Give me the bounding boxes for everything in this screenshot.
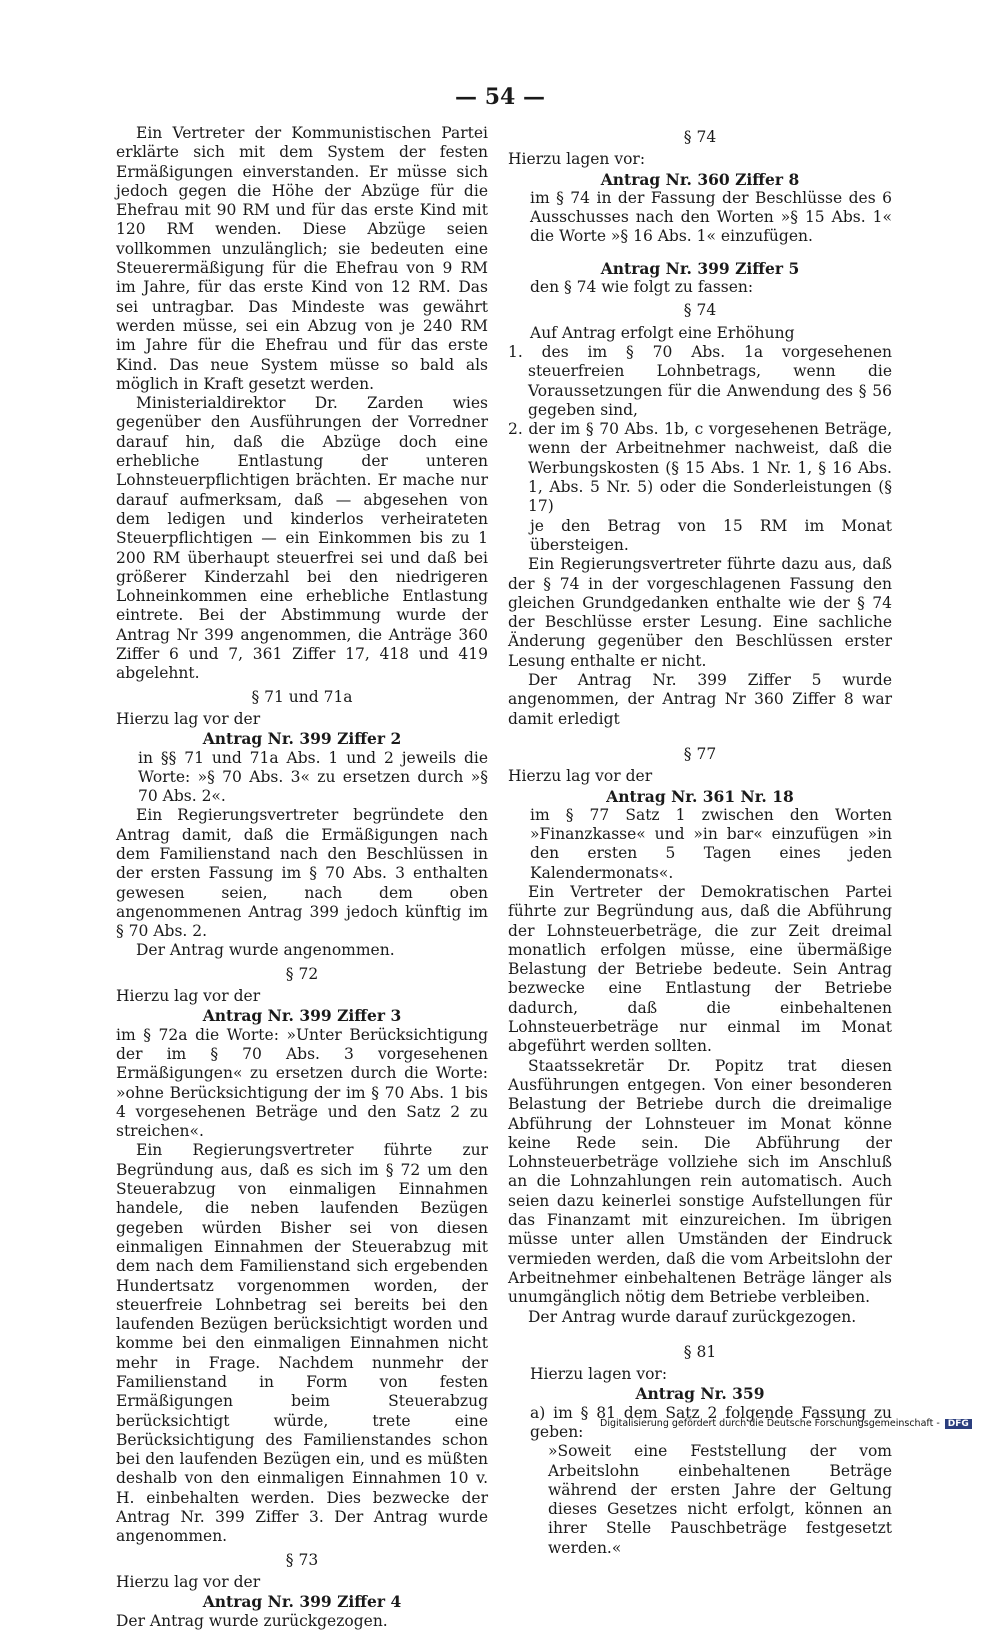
spacer xyxy=(508,247,892,259)
paragraph: 2. der im § 70 Abs. 1b, c vorgesehenen Beträge, wenn der Arbeitnehmer nachweist, daß die Werbungskosten (§ 15 Abs. 1 Nr. 1, § 16 Abs. 1, Abs. 5 Nr. 5) oder die Sonderleistungen (§ 17) xyxy=(508,420,892,516)
section-heading: § 74 xyxy=(683,128,717,146)
paragraph: Der Antrag wurde angenommen. xyxy=(136,941,395,960)
paragraph: Der Antrag wurde darauf zurückgezogen. xyxy=(528,1307,857,1326)
paragraph: 1. des im § 70 Abs. 1a vorgesehenen steuerfreien Lohnbetrags, wenn die Voraussetzungen für die Anwendung des § 56 gegeben sind, xyxy=(508,342,892,419)
paragraph: Hierzu lag vor der xyxy=(116,1572,261,1591)
section-heading: § 77 xyxy=(683,744,717,763)
motion-heading: Antrag Nr. 399 Ziffer 4 xyxy=(202,1592,402,1612)
section-heading: § 73 xyxy=(285,1550,319,1569)
motion-heading: Antrag Nr. 360 Ziffer 8 xyxy=(600,169,800,189)
paragraph: Staatssekretär Dr. Popitz trat diesen Ausführungen entgegen. Von einer besonderen Belastung der Betriebe durch die dreimalige Abführung der Lohnsteuer im Monat könne keine Rede sein. Die Abführung der Lohnsteuerbeträge vollziehe sich im Anschluß an die Lohnzahlungen rein automatisch. Auch seien dazu keinerlei sonstige Aufstellungen für das Finanzamt mit einzureichen. Im übrigen müsse unter allen Umständen der Eindruck vermieden werden, daß die vom Arbeitslohn der Arbeitnehmer einbehaltenen Beträge länger als unumgänglich nötig dem Betriebe verbleiben. xyxy=(508,1056,892,1307)
section-heading: § 71 und 71a xyxy=(251,687,353,706)
paragraph: je den Betrag von 15 RM im Monat übersteigen. xyxy=(530,516,892,554)
section-heading: § 74 xyxy=(683,301,717,320)
paragraph: Ein Vertreter der Demokratischen Partei führte zur Begründung aus, daß die Abführung der Lohnsteuerbeträge, die zur Zeit dreimal monatlich erfolgen müsse, eine übermäßige Belastung der Betriebe bedeute. Sein Antrag bezwecke eine Entlastung der Betriebe dadurch, daß die einbehaltenen Lohnsteuerbeträge nur einmal im Monat abgeführt werden sollten. xyxy=(508,882,892,1056)
section-heading: § 72 xyxy=(285,964,319,983)
footer-credit xyxy=(600,1418,980,1429)
paragraph: Hierzu lagen vor: xyxy=(508,150,646,169)
motion-heading: Antrag Nr. 359 xyxy=(635,1384,765,1404)
paragraph: Der Antrag wurde zurückgezogen. xyxy=(116,1611,388,1630)
footer-text: Digitalisierung gefördert durch die Deutsche Forschungsgemeinschaft - xyxy=(600,1418,940,1429)
spacer xyxy=(508,1327,892,1339)
paragraph: im § 77 Satz 1 zwischen den Worten »Finanzkasse« und »in bar« einzufügen »in den ersten 5 Tagen eines jeden Kalendermonats«. xyxy=(530,805,892,882)
motion-heading: Antrag Nr. 399 Ziffer 3 xyxy=(202,1006,402,1026)
motion-heading: Antrag Nr. 361 Nr. 18 xyxy=(606,786,794,806)
paragraph: Hierzu lag vor der xyxy=(116,987,261,1006)
dfg-logo: DFG xyxy=(945,1419,972,1429)
paragraph: Ein Vertreter der Kommunistischen Partei erklärte sich mit dem System der festen Ermäßigungen einverstanden. Er müsse sich jedoch gegen die Höhe der Abzüge für die Ehefrau mit 90 RM und für das erste Kind mit 120 RM wenden. Diese Abzüge seien vollkommen unzulänglich; sie bedeuten eine Steuerermäßigung für die Ehefrau von 9 RM im Jahre, für das erste Kind von 12 RM. Das sei untragbar. Das Mindeste was gewährt werden müsse, sei ein Abzug von je 240 RM im Jahre für die Ehefrau und für das erste Kind. Das neue System müsse so bald als möglich in Kraft gesetzt werden. xyxy=(116,124,488,393)
paragraph: Hierzu lagen vor: xyxy=(530,1365,668,1384)
section-heading: § 81 xyxy=(683,1342,717,1361)
paragraph: Auf Antrag erfolgt eine Erhöhung xyxy=(530,323,795,342)
paragraph: Ministerialdirektor Dr. Zarden wies gegenüber den Ausführungen der Vorredner darauf hin, daß die Abzüge doch eine erhebliche Entlastung der unteren Lohnsteuerpflichtigen brächten. Er mache nur darauf aufmerksam, daß — abgesehen von dem ledigen und kinderlos verheirateten Steuerpflichtigen — ein Einkommen bis zu 1 200 RM überhaupt steuerfrei sei und daß bei größerer Kinderzahl bei den niedrigeren Lohneinkommen eine erhebliche Entlastung eintrete. Bei der Abstimmung wurde der Antrag Nr 399 angenommen, die Anträge 360 Ziffer 6 und 7, 361 Ziffer 17, 418 und 419 abgelehnt. xyxy=(116,394,488,683)
paragraph: in §§ 71 und 71a Abs. 1 und 2 jeweils die Worte: »§ 70 Abs. 3« zu ersetzen durch »§ 70 Abs. 2«. xyxy=(138,748,488,806)
paragraph: Ein Regierungsvertreter führte zur Begründung aus, daß es sich im § 72 um den Steuerabzug von einmaligen Einnahmen handele, die neben laufenden Bezügen gegeben würden Bisher sei von diesen einmaligen Einnahmen der Steuerabzug mit dem nach dem Familienstand sich ergebenden Hundertsatz vorgenommen worden, der steuerfreie Lohnbetrag sei bereits bei den laufenden Bezügen berücksichtigt worden und komme bei den einmaligen Einnahmen nicht mehr in Frage. Nachdem nunmehr der Familienstand in Form von festen Ermäßigungen beim Steuerabzug berücksichtigt würde, trete eine Berücksichtigung des Familienstandes schon bei den laufenden Bezügen ein, und es müßten deshalb von den einmaligen Einnahmen 10 v. H. einbehalten werden. Dies bezwecke der Antrag Nr. 399 Ziffer 3. Der Antrag wurde angenommen. xyxy=(116,1141,488,1546)
paragraph: »Soweit eine Feststellung der vom Arbeitslohn einbehaltenen Beträge während der ersten Jahre der Geltung dieses Gesetzes nicht erfolgt, können an ihrer Stelle Pauschbeträge festgesetzt werden.« xyxy=(548,1442,892,1557)
paragraph: Hierzu lag vor der xyxy=(508,767,653,786)
paragraph: im § 74 in der Fassung der Beschlüsse des 6 Ausschusses nach den Worten »§ 15 Abs. 1« die Worte »§ 16 Abs. 1« einzufügen. xyxy=(530,188,892,246)
paragraph: Ein Regierungsvertreter führte dazu aus, daß der § 74 in der vorgeschlagenen Fassung den gleichen Grundgedanken enthalte wie der § 74 der Beschlüsse erster Lesung. Eine sachliche Änderung gegenüber den Beschlüssen erster Lesung enthalte er nicht. xyxy=(508,555,892,670)
page-number: — 54 — xyxy=(455,84,545,110)
paragraph: Hierzu lag vor der xyxy=(116,709,261,728)
paragraph: den § 74 wie folgt zu fassen: xyxy=(530,278,754,297)
paragraph: Ein Regierungsvertreter begründete den Antrag damit, daß die Ermäßigungen nach dem Familienstand nach den Beschlüssen in der ersten Fassung im § 70 Abs. 3 enthalten gewesen seien, nach dem oben angenommenen Antrag 399 jedoch künftig im § 70 Abs. 2. xyxy=(116,806,488,941)
spacer xyxy=(508,729,892,741)
motion-heading: Antrag Nr. 399 Ziffer 5 xyxy=(600,258,800,278)
right-column xyxy=(508,124,892,1558)
paragraph: im § 72a die Worte: »Unter Berücksichtigung der im § 70 Abs. 3 vorgesehenen Ermäßigungen« zu ersetzen durch die Worte: »ohne Berücksichtigung der im § 70 Abs. 1 bis 4 vorgesehenen Beträge und den Satz 2 zu streichen«. xyxy=(116,1025,488,1141)
paragraph: Der Antrag Nr. 399 Ziffer 5 wurde angenommen, der Antrag Nr 360 Ziffer 8 war damit erledigt xyxy=(508,671,892,728)
left-column xyxy=(116,124,488,1631)
paragraph: a) im § 81 dem Satz 2 folgende Fassung zu geben: xyxy=(530,1403,892,1441)
motion-heading: Antrag Nr. 399 Ziffer 2 xyxy=(202,729,402,749)
